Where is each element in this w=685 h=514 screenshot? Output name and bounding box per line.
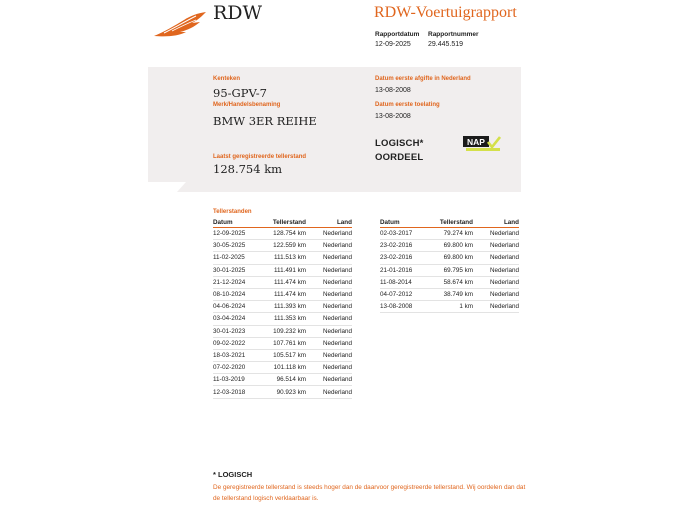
row-odometer: 69.800 km xyxy=(436,240,473,252)
row-country: Nederland xyxy=(306,362,352,374)
row-date: 30-01-2023 xyxy=(213,325,269,337)
rdw-logo-icon xyxy=(152,10,208,40)
row-odometer: 90.923 km xyxy=(269,386,306,398)
nap-check-icon xyxy=(463,136,501,152)
header-odometer: Tellerstand xyxy=(436,218,473,228)
row-date: 04-07-2012 xyxy=(380,288,436,300)
row-country: Nederland xyxy=(473,228,519,240)
first-admission-date: 13-08-2008 xyxy=(375,113,411,120)
report-date: 12-09-2025 xyxy=(375,41,411,48)
first-nl-date: 13-08-2008 xyxy=(375,87,411,94)
first-nl-label: Datum eerste afgifte in Nederland xyxy=(375,76,471,82)
table-row xyxy=(380,301,519,313)
row-date: 07-02-2020 xyxy=(213,362,269,374)
row-country: Nederland xyxy=(306,386,352,398)
row-date: 12-03-2018 xyxy=(213,386,269,398)
row-odometer: 122.559 km xyxy=(269,240,306,252)
brand-name: RDW xyxy=(213,2,263,24)
row-odometer: 105.517 km xyxy=(269,349,306,361)
row-date: 09-02-2022 xyxy=(213,337,269,349)
row-country: Nederland xyxy=(306,252,352,264)
header-country: Land xyxy=(306,218,352,228)
nap-letters: NAP xyxy=(467,136,485,147)
table-row xyxy=(213,325,352,337)
row-date: 13-08-2008 xyxy=(380,301,436,313)
row-date: 12-09-2025 xyxy=(213,228,269,240)
first-admission-label: Datum eerste toelating xyxy=(375,102,440,108)
license-plate: 95-GPV-7 xyxy=(213,86,267,100)
footer-title: * LOGISCH xyxy=(213,470,253,479)
row-country: Nederland xyxy=(306,374,352,386)
table-row xyxy=(213,301,352,313)
table-row xyxy=(380,276,519,288)
verdict-line-2: OORDEEL xyxy=(375,152,424,163)
row-odometer: 111.513 km xyxy=(269,252,306,264)
row-date: 30-05-2025 xyxy=(213,240,269,252)
footer-explanation: De geregistreerde tellerstand is steeds hoger dan de daarvoor geregistreerde tellerstand. Wij oordelen dan dat de tellerstand logisch verklaarbaar is. xyxy=(213,484,526,502)
header-date: Datum xyxy=(380,218,436,228)
row-country: Nederland xyxy=(306,337,352,349)
row-odometer: 58.674 km xyxy=(436,276,473,288)
vehicle-make: BMW 3ER REIHE xyxy=(213,114,317,128)
row-date: 21-12-2024 xyxy=(213,276,269,288)
panel-notch xyxy=(148,182,186,192)
row-country: Nederland xyxy=(473,252,519,264)
row-date: 11-02-2025 xyxy=(213,252,269,264)
row-odometer: 111.353 km xyxy=(269,313,306,325)
row-date: 03-04-2024 xyxy=(213,313,269,325)
row-country: Nederland xyxy=(306,301,352,313)
table-row xyxy=(213,374,352,386)
row-country: Nederland xyxy=(306,313,352,325)
verdict-line-1: LOGISCH* xyxy=(375,138,424,149)
vehicle-info-panel xyxy=(148,67,521,192)
row-odometer: 101.118 km xyxy=(269,362,306,374)
plate-label: Kenteken xyxy=(213,76,241,82)
table-row xyxy=(213,313,352,325)
row-odometer: 96.514 km xyxy=(269,374,306,386)
row-odometer: 79.274 km xyxy=(436,228,473,240)
row-country: Nederland xyxy=(306,240,352,252)
row-country: Nederland xyxy=(306,276,352,288)
table-row xyxy=(213,337,352,349)
row-date: 21-01-2016 xyxy=(380,264,436,276)
row-odometer: 111.474 km xyxy=(269,276,306,288)
row-date: 30-01-2025 xyxy=(213,264,269,276)
row-odometer: 69.795 km xyxy=(436,264,473,276)
table-row xyxy=(380,288,519,300)
row-odometer: 111.393 km xyxy=(269,301,306,313)
row-odometer: 69.800 km xyxy=(436,252,473,264)
row-country: Nederland xyxy=(306,288,352,300)
row-odometer: 109.232 km xyxy=(269,325,306,337)
row-date: 23-02-2016 xyxy=(380,240,436,252)
row-country: Nederland xyxy=(306,325,352,337)
row-country: Nederland xyxy=(473,276,519,288)
row-country: Nederland xyxy=(306,228,352,240)
table-row xyxy=(380,252,519,264)
row-odometer: 38.749 km xyxy=(436,288,473,300)
table-row xyxy=(213,386,352,398)
table-row xyxy=(380,228,519,240)
row-odometer: 111.474 km xyxy=(269,288,306,300)
odometer-table-left xyxy=(213,218,352,399)
odometer-label: Laatst geregistreerde tellerstand xyxy=(213,154,307,160)
row-country: Nederland xyxy=(473,240,519,252)
report-number-label: Rapportnummer xyxy=(428,31,479,38)
row-country: Nederland xyxy=(306,264,352,276)
header-country: Land xyxy=(473,218,519,228)
table-row xyxy=(213,362,352,374)
table-row xyxy=(213,252,352,264)
table-row xyxy=(213,349,352,361)
row-date: 02-03-2017 xyxy=(380,228,436,240)
row-country: Nederland xyxy=(473,288,519,300)
row-country: Nederland xyxy=(473,264,519,276)
row-date: 11-03-2019 xyxy=(213,374,269,386)
odometer-table-right xyxy=(380,218,519,313)
table-row xyxy=(213,276,352,288)
table-row xyxy=(213,264,352,276)
row-odometer: 128.754 km xyxy=(269,228,306,240)
header-date: Datum xyxy=(213,218,269,228)
table-row xyxy=(213,288,352,300)
row-date: 11-08-2014 xyxy=(380,276,436,288)
row-date: 18-03-2021 xyxy=(213,349,269,361)
report-date-label: Rapportdatum xyxy=(375,31,420,38)
row-date: 23-02-2016 xyxy=(380,252,436,264)
table-row xyxy=(213,240,352,252)
row-country: Nederland xyxy=(473,301,519,313)
row-date: 04-06-2024 xyxy=(213,301,269,313)
report-title: RDW-Voertuigrapport xyxy=(374,4,517,21)
row-odometer: 1 km xyxy=(436,301,473,313)
report-number: 29.445.519 xyxy=(428,41,464,48)
table-row xyxy=(380,240,519,252)
last-odometer: 128.754 km xyxy=(213,162,283,176)
table-row xyxy=(213,228,352,240)
row-odometer: 111.491 km xyxy=(269,264,306,276)
odometer-section-title: Tellerstanden xyxy=(213,209,252,215)
row-odometer: 107.761 km xyxy=(269,337,306,349)
row-country: Nederland xyxy=(306,349,352,361)
row-date: 08-10-2024 xyxy=(213,288,269,300)
make-label: Merk/Handelsbenaming xyxy=(213,102,281,108)
header-odometer: Tellerstand xyxy=(269,218,306,228)
table-row xyxy=(380,264,519,276)
